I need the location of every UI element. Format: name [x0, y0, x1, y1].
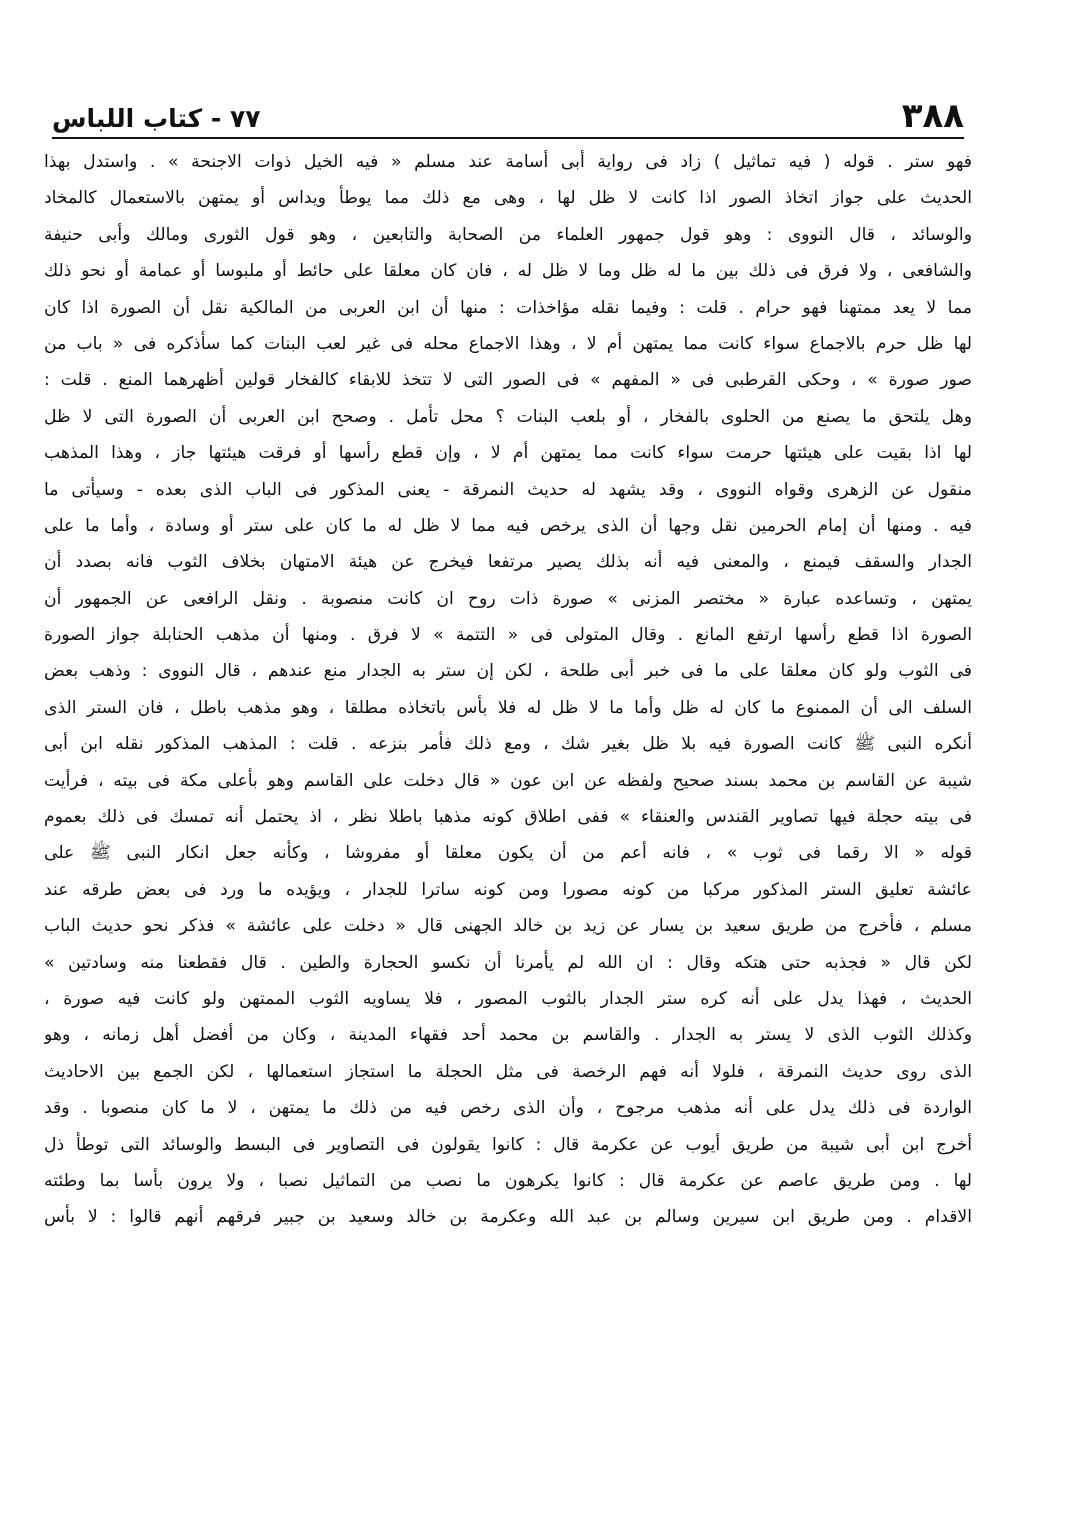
text-line: لها . ومن طريق عاصم عن عكرمة قال : كانوا يكرهون ما نصب من التماثيل نصبا ، ولا يرون بأسا بما وطئته [44, 1170, 972, 1191]
text-line: وكذلك الثوب الذى لا يستر به الجدار . والقاسم بن محمد أحد فقهاء المدينة ، وكان من أفضل أهل زمانه ، وهو [44, 1025, 972, 1046]
text-line: يمتهن ، وتساعده عبارة « مختصر المزنى » صورة ذات روح ان كانت منصوبة . ونقل الرافعى عن الجمهور أن [44, 588, 972, 609]
text-line: الاقدام . ومن طريق ابن سيرين وسالم بن عبد الله وعكرمة بن خالد وسعيد بن جبير فرقهم أنهم قالوا : لا بأس [44, 1207, 972, 1228]
text-line: الحديث على جواز اتخاذ الصور اذا كانت لا ظل لها ، وهى مع ذلك مما يوطأ ويداس أو يمتهن بالاستعمال كالمخاد [44, 188, 972, 209]
text-line: فى الثوب ولو كان معلقا على ما فى خبر أبى طلحة ، لكن إن ستر به الجدار منع عندهم ، قال النووى : وذهب بعض [44, 661, 972, 682]
text-line: الواردة فى ذلك يدل على أنه مذهب مرجوح ، وأن الذى رخص فيه من ذلك ما يمتهن ، لا ما كان منصوبا . وقد [44, 1098, 972, 1119]
text-line: منقول عن الزهرى وقواه النووى ، وقد يشهد له حديث النمرقة - يعنى المذكور فى الباب الذى بعده - وسيأتى ما [44, 479, 972, 500]
text-line: والوسائد ، قال النووى : وهو قول جمهور العلماء من الصحابة والتابعين ، وهو قول الثورى ومالك وأبى حنيفة [44, 224, 972, 245]
text-line: الصورة اذا قطع رأسها ارتفع المانع . وقال المتولى فى « التتمة » لا فرق . ومنها أن مذهب الحنابلة جواز الصورة [44, 625, 972, 646]
text-line: أخرج ابن أبى شيبة من طريق أيوب عن عكرمة قال : كانوا يقولون فى التصاوير فى البسط والوسائد التى توطأ ذل [44, 1134, 972, 1155]
body-text [44, 144, 972, 1434]
text-line: وهل يلتحق ما يصنع من الحلوى بالفخار ، أو بلعب البنات ؟ محل تأمل . وصحح ابن العربى أن الصورة التى لا ظل [44, 406, 972, 427]
text-line: الذى روى حديث النمرقة ، فلولا أنه فهم الرخصة فى مثل الحجلة ما استجاز استعمالها ، لكن الجمع بين الاحاديث [44, 1061, 972, 1082]
page-number: ٣٨٨ [901, 96, 964, 136]
text-line: لها اذا بقيت على هيئتها حرمت سواء كانت مما يمتهن أم لا ، وإن قطع رأسها أو فرقت هيئتها جاز ، وهذا المذهب [44, 443, 972, 464]
header-rule [52, 137, 964, 139]
text-line: صور صورة » ، وحكى القرطبى فى « المفهم » فى الصور التى لا تتخذ للابقاء كالفخار قولين أظهرهما المنع . قلت : [44, 370, 972, 391]
text-line: الحديث ، فهذا يدل على أنه كره ستر الجدار بالثوب المصور ، فلا يساويه الثوب الممتهن ولو كانت فيه صورة ، [44, 988, 972, 1009]
text-line: فيه . ومنها أن إمام الحرمين نقل وجها أن الذى يرخص فيه مما لا ظل له ما كان على ستر أو وسادة ، وأما ما على [44, 515, 972, 536]
text-line: قوله « الا رقما فى ثوب » ، فانه أعم من أن يكون معلقا أو مفروشا ، وكأنه جعل انكار النبى ﷺ على [44, 843, 972, 864]
text-line: شيبة عن القاسم بن محمد بسند صحيح ولفظه عن ابن عون « قال دخلت على القاسم وهو بأعلى مكة فى بيته ، فرأيت [44, 770, 972, 791]
text-line: أنكره النبى ﷺ كانت الصورة فيه بلا ظل بغير شك ، ومع ذلك فأمر بنزعه . قلت : المذهب المذكور نقله ابن أبى [44, 734, 972, 755]
chapter-title: ٧٧ - كتاب اللباس [52, 104, 261, 133]
text-line: الجدار والسقف فيمنع ، والمعنى فيه أنه بذلك يصير مرتفعا فيخرج عن هيئة الامتهان بخلاف الثوب فانه بصدد أن [44, 552, 972, 573]
text-line: فهو ستر . قوله ( فيه تماثيل ) زاد فى رواية أبى أسامة عند مسلم « فيه الخيل ذوات الاجنحة » . واستدل بهذا [44, 152, 972, 172]
text-line: لكن قال « فجذبه حتى هتكه وقال : ان الله لم يأمرنا أن نكسو الحجارة والطين . قال فقطعنا منه وسادتين » [44, 952, 972, 973]
text-line: عائشة تعليق الستر المذكور مركبا من كونه مصورا ومن كونه ساترا للجدار ، ويؤيده ما ورد فى بعض طرقه عند [44, 879, 972, 900]
text-line: والشافعى ، ولا فرق فى ذلك بين ما له ظل وما لا ظل له ، فان كان معلقا على حائط أو ملبوسا أو عمامة أو نحو ذلك [44, 261, 972, 282]
text-line: مما لا يعد ممتهنا فهو حرام . قلت : وفيما نقله مؤاخذات : منها أن ابن العربى من المالكية نقل أن الصورة اذا كان [44, 297, 972, 318]
text-line: فى بيته حجلة فيها تصاوير القندس والعنقاء » ففى اطلاق كونه مذهبا باطلا نظر ، اذ يحتمل أنه تمسك فى ذلك بعموم [44, 807, 972, 828]
page-header [52, 88, 964, 136]
text-line: السلف الى أن الممنوع ما كان له ظل وأما ما لا ظل له فلا بأس باتخاذه مطلقا ، وهو مذهب باطل ، فان الستر الذى [44, 697, 972, 718]
text-line: لها ظل حرم بالاجماع سواء كانت مما يمتهن أم لا ، وهذا الاجماع محله فى غير لعب البنات كما سأذكره فى « باب من [44, 333, 972, 354]
text-line: مسلم ، فأخرج من طريق سعيد بن يسار عن زيد بن خالد الجهنى قال « دخلت على عائشة » فذكر نحو حديث الباب [44, 916, 972, 937]
